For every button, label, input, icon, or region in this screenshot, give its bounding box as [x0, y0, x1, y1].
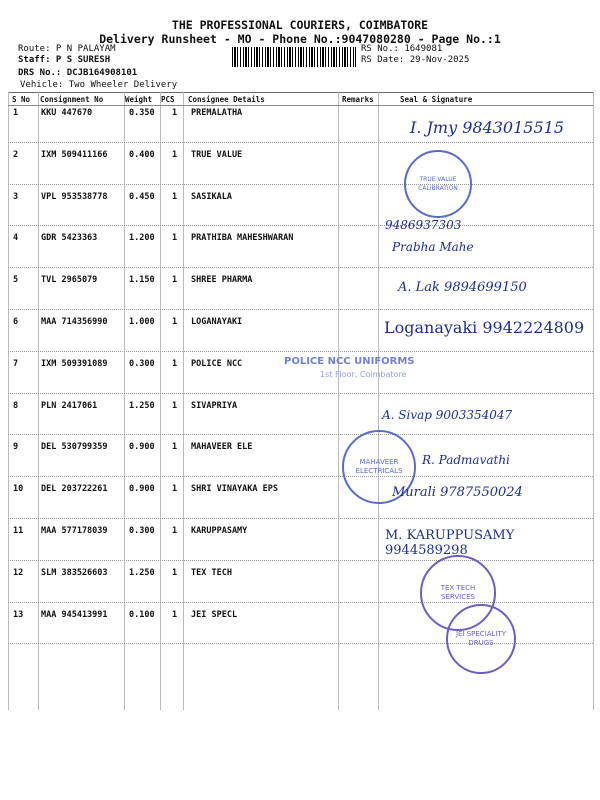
row-divider	[8, 184, 593, 185]
col-consignee: Consignee Details	[188, 95, 265, 104]
row-divider	[8, 142, 593, 143]
signature-4: Prabha Mahe	[392, 240, 474, 254]
drs-number: DRS No.: DCJB164908101	[18, 68, 138, 78]
row-divider	[8, 602, 593, 603]
signature-10: Murali 9787550024	[392, 485, 523, 500]
row-pcs: 1	[172, 610, 178, 620]
signature-3: 9486937303	[385, 218, 462, 232]
row-consignment: DEL 203722261	[41, 484, 108, 494]
row-pcs: 1	[172, 401, 178, 411]
route-label: Route: P N PALAYAM	[18, 44, 116, 54]
vehicle-label: Vehicle: Two Wheeler Delivery	[20, 80, 178, 90]
row-consignment: PLN 2417061	[41, 401, 98, 411]
stamp-mahaveer: MAHAVEER ELECTRICALS	[342, 430, 416, 504]
row-sno: 8	[13, 401, 19, 411]
row-sno: 13	[13, 610, 24, 620]
row-consignee: KARUPPASAMY	[191, 526, 248, 536]
signature-1: I. Jmy 9843015515	[410, 118, 564, 137]
col-consignment: Consignment No	[40, 95, 104, 104]
row-weight: 1.250	[129, 401, 155, 411]
signature-9: R. Padmavathi	[422, 453, 510, 467]
row-consignment: TVL 2965079	[41, 275, 98, 285]
row-consignment: VPL 953538778	[41, 192, 108, 202]
stamp-police-ncc: POLICE NCC UNIFORMS	[284, 356, 415, 367]
row-sno: 10	[13, 484, 24, 494]
row-weight: 0.350	[129, 108, 155, 118]
stamp-police-address: 1st Floor, Coimbatore	[320, 370, 407, 379]
signature-8: A. Sivap 9003354047	[382, 408, 513, 422]
row-consignee: TEX TECH	[191, 568, 232, 578]
row-weight: 0.900	[129, 442, 155, 452]
col-remarks: Remarks	[342, 95, 374, 104]
row-pcs: 1	[172, 275, 178, 285]
row-consignee: TRUE VALUE	[191, 150, 243, 160]
row-divider	[8, 518, 593, 519]
row-pcs: 1	[172, 233, 178, 243]
row-consignee: JEI SPECL	[191, 610, 238, 620]
row-sno: 5	[13, 275, 19, 285]
row-consignee: LOGANAYAKI	[191, 317, 243, 327]
row-divider	[8, 225, 593, 226]
row-pcs: 1	[172, 108, 178, 118]
row-divider	[8, 560, 593, 561]
row-sno: 11	[13, 526, 24, 536]
row-consignee: POLICE NCC	[191, 359, 243, 369]
rs-date: RS Date: 29-Nov-2025	[361, 55, 470, 65]
row-pcs: 1	[172, 317, 178, 327]
row-consignment: MAA 945413991	[41, 610, 108, 620]
row-consignee: MAHAVEER ELE	[191, 442, 253, 452]
row-divider	[8, 351, 593, 352]
row-pcs: 1	[172, 359, 178, 369]
row-divider	[8, 393, 593, 394]
row-consignment: SLM 383526603	[41, 568, 108, 578]
stamp-jei-speciality: JEI SPECIALITY DRUGS	[446, 604, 516, 674]
row-consignee: PRATHIBA MAHESHWARAN	[191, 233, 294, 243]
col-sno: S No	[12, 95, 31, 104]
row-consignee: SASIKALA	[191, 192, 232, 202]
signature-11: M. KARUPPUSAMY 9944589298	[385, 528, 515, 558]
row-consignee: SIVAPRIYA	[191, 401, 238, 411]
row-pcs: 1	[172, 150, 178, 160]
row-sno: 6	[13, 317, 19, 327]
staff-label: Staff: P S SURESH	[18, 55, 111, 65]
row-pcs: 1	[172, 484, 178, 494]
runsheet-subtitle: Delivery Runsheet - MO - Phone No.:9047080280 - Page No.:1	[99, 32, 501, 46]
signature-6: Loganayaki 9942224809	[384, 318, 585, 337]
row-sno: 12	[13, 568, 24, 578]
row-sno: 7	[13, 359, 19, 369]
row-consignment: GDR 5423363	[41, 233, 98, 243]
row-weight: 1.000	[129, 317, 155, 327]
row-consignment: IXM 509411166	[41, 150, 108, 160]
stamp-tex-tech: TEX TECH SERVICES	[420, 555, 496, 631]
row-weight: 1.150	[129, 275, 155, 285]
row-consignment: MAA 714356990	[41, 317, 108, 327]
row-pcs: 1	[172, 526, 178, 536]
row-consignment: DEL 530799359	[41, 442, 108, 452]
row-consignee: SHRI VINAYAKA EPS	[191, 484, 278, 494]
row-consignee: PREMALATHA	[191, 108, 243, 118]
row-weight: 0.900	[129, 484, 155, 494]
row-divider	[8, 434, 593, 435]
col-seal: Seal & Signature	[400, 95, 473, 104]
row-weight: 0.300	[129, 359, 155, 369]
row-weight: 0.300	[129, 526, 155, 536]
barcode	[232, 47, 356, 67]
row-weight: 1.250	[129, 568, 155, 578]
row-sno: 1	[13, 108, 19, 118]
rs-number: RS No.: 1649081	[361, 44, 443, 54]
row-weight: 0.100	[129, 610, 155, 620]
row-sno: 4	[13, 233, 19, 243]
row-weight: 1.200	[129, 233, 155, 243]
col-weight: Weight	[125, 95, 153, 104]
row-divider	[8, 476, 593, 477]
row-sno: 3	[13, 192, 19, 202]
row-pcs: 1	[172, 442, 178, 452]
col-pcs: PCS	[161, 95, 175, 104]
signature-5: A. Lak 9894699150	[398, 280, 527, 295]
row-sno: 9	[13, 442, 19, 452]
row-sno: 2	[13, 150, 19, 160]
row-divider	[8, 267, 593, 268]
row-consignee: SHREE PHARMA	[191, 275, 253, 285]
company-title: THE PROFESSIONAL COURIERS, COIMBATORE	[171, 18, 429, 32]
row-consignment: KKU 447670	[41, 108, 93, 118]
row-pcs: 1	[172, 192, 178, 202]
row-pcs: 1	[172, 568, 178, 578]
row-weight: 0.450	[129, 192, 155, 202]
row-divider	[8, 309, 593, 310]
row-weight: 0.400	[129, 150, 155, 160]
stamp-true-value: TRUE VALUE CALIBRATION	[404, 150, 472, 218]
row-consignment: MAA 577178039	[41, 526, 108, 536]
row-consignment: IXM 509391089	[41, 359, 108, 369]
